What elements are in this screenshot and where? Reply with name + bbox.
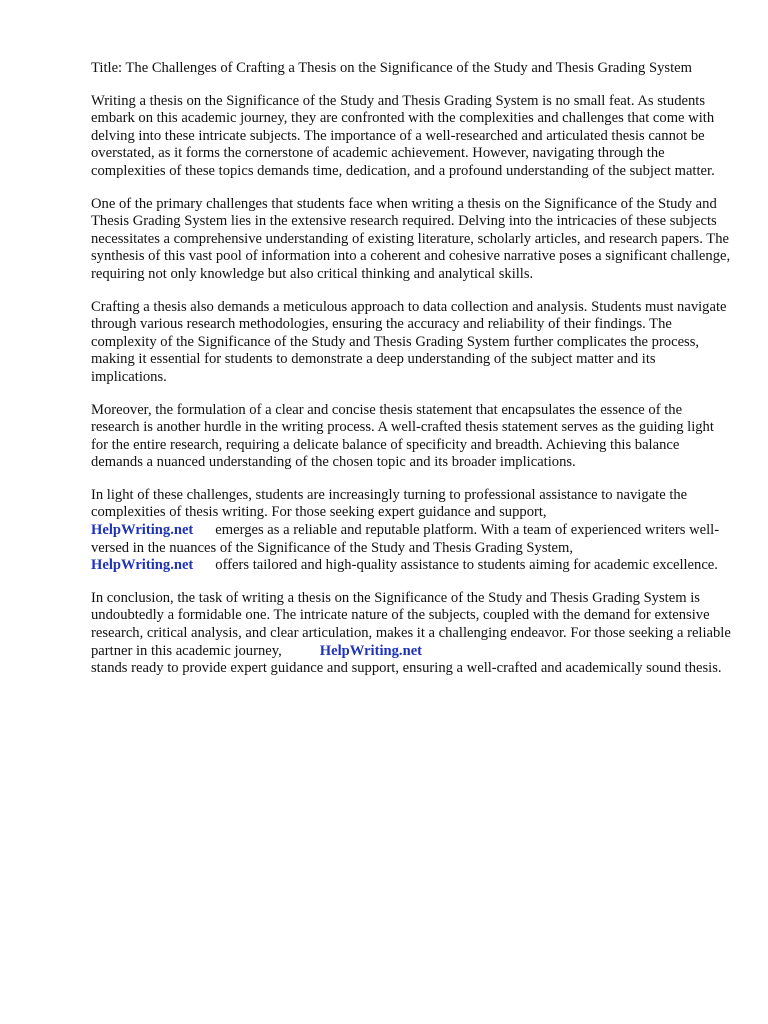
- document-body: [91, 60, 731, 693]
- helpwriting-link-2[interactable]: HelpWriting.net: [91, 557, 194, 574]
- assistance-text-part3: offers tailored and high-quality assistance to students aiming for academic excellence.: [215, 557, 718, 574]
- paragraph-research-challenges: One of the primary challenges that students face when writing a thesis on the Significance of the Study and Thesis Grading System lies in the extensive research required. Delving into the intricacies of these subjects necessitates a comprehensive understanding of existing literature, scholarly articles, and research papers. The synthesis of this vast pool of information into a coherent and cohesive narrative poses a significant challenge, requiring not only knowledge but also critical thinking and analytical skills.: [91, 195, 731, 282]
- paragraph-conclusion: [91, 590, 731, 678]
- paragraph-data-collection: Crafting a thesis also demands a meticulous approach to data collection and analysis. Students must navigate through various research methodologies, ensuring the accuracy and reliability of their findings. The complexity of the Significance of the Study and Thesis Grading System further complicates the process, making it essential for students to demonstrate a deep understanding of the subject matter and its implications.: [91, 298, 727, 385]
- conclusion-text-part1: In conclusion, the task of writing a thesis on the Significance of the Study and Thesis Grading System is undoubtedly a formidable one. The intricate nature of the subjects, coupled with the demand for extensive research, critical analysis, and clear articulation, makes it a challenging endeavor. For those seeking a reliable partner in this academic journey,: [91, 589, 731, 659]
- paragraph-professional-assistance: [91, 487, 731, 575]
- conclusion-text-part2: stands ready to provide expert guidance and support, ensuring a well-crafted and academically sound thesis.: [91, 660, 722, 677]
- assistance-text-part1: In light of these challenges, students are increasingly turning to professional assistance to navigate the complexities of thesis writing. For those seeking expert guidance and support,: [91, 486, 688, 521]
- helpwriting-link-1[interactable]: HelpWriting.net: [91, 522, 194, 539]
- helpwriting-link-3[interactable]: HelpWriting.net: [319, 642, 423, 659]
- document-title: Title: The Challenges of Crafting a Thesis on the Significance of the Study and Thesis Grading System: [91, 60, 692, 76]
- paragraph-thesis-statement: Moreover, the formulation of a clear and concise thesis statement that encapsulates the essence of the research is another hurdle in the writing process. A well-crafted thesis statement serves as the guiding light for the entire research, requiring a delicate balance of specificity and breadth. Achieving this balance demands a nuanced understanding of the chosen topic and its broader implications.: [91, 401, 714, 471]
- assistance-text-part2: emerges as a reliable and reputable platform. With a team of experienced writers well-versed in the nuances of the Significance of the Study and Thesis Grading System,: [91, 522, 720, 556]
- paragraph-intro: Writing a thesis on the Significance of the Study and Thesis Grading System is no small feat. As students embark on this academic journey, they are confronted with the complexities and challenges that come with delving into these intricate subjects. The importance of a well-researched and articulated thesis cannot be overstated, as it forms the cornerstone of academic achievement. However, navigating through the complexities of these topics demands time, dedication, and a profound understanding of the subject matter.: [91, 92, 715, 179]
